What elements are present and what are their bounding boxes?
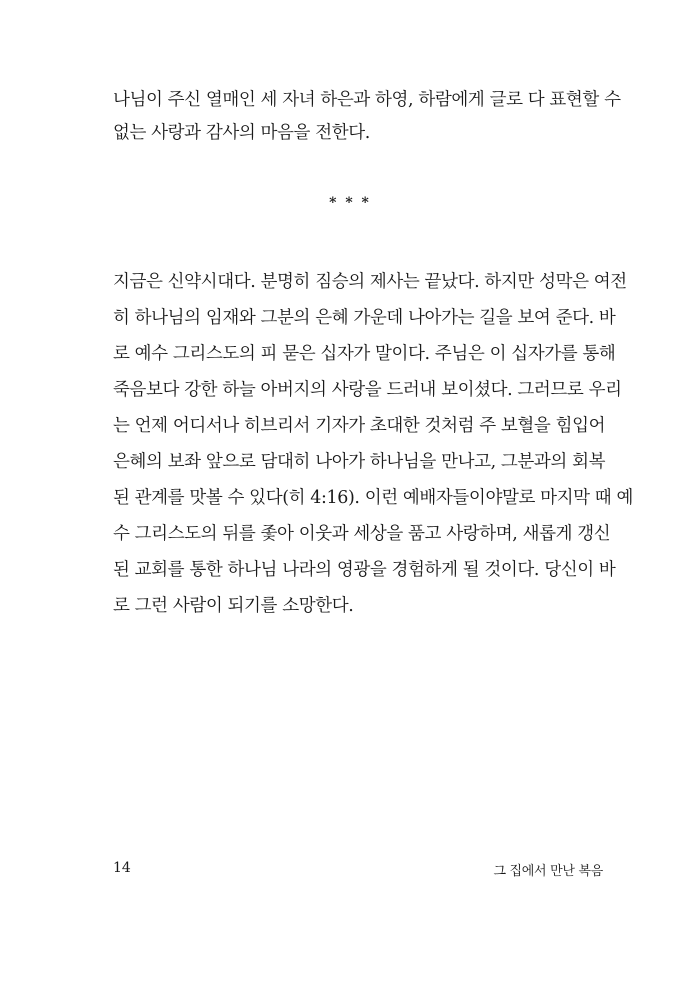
paragraph2-line-8: 수 그리스도의 뒤를 좇아 이웃과 세상을 품고 사랑하며, 새롭게 갱신 — [113, 524, 611, 544]
paragraph1-line-1: 나님이 주신 열매인 세 자녀 하은과 하영, 하람에게 글로 다 표현할 수 — [113, 90, 621, 110]
section-separator: * * * — [329, 195, 371, 211]
paragraph2-line-5: 는 언제 어디서나 히브리서 기자가 초대한 것처럼 주 보혈을 힘입어 — [113, 416, 606, 436]
paragraph2-line-7: 된 관계를 맛볼 수 있다(히 4:16). 이런 예배자들이야말로 마지막 때 예 — [113, 488, 633, 508]
paragraph2-line-9: 된 교회를 통한 하나님 나라의 영광을 경험하게 될 것이다. 당신이 바 — [113, 560, 616, 580]
paragraph1-line-2: 없는 사랑과 감사의 마음을 전한다. — [113, 123, 370, 143]
page-number: 14 — [113, 860, 131, 876]
running-title: 그 집에서 만난 복음 — [493, 864, 603, 879]
paragraph2-line-3: 로 예수 그리스도의 피 묻은 십자가 말이다. 주님은 이 십자가를 통해 — [113, 344, 616, 364]
paragraph2-line-2: 히 하나님의 임재와 그분의 은혜 가운데 나아가는 길을 보여 준다. 바 — [113, 308, 616, 328]
paragraph2-line-6: 은혜의 보좌 앞으로 담대히 나아가 하나님을 만나고, 그분과의 회복 — [113, 452, 606, 472]
paragraph2-line-10: 로 그런 사람이 되기를 소망한다. — [113, 596, 354, 616]
paragraph2-line-4: 죽음보다 강한 하늘 아버지의 사랑을 드러내 보이셨다. 그러므로 우리 — [113, 380, 622, 400]
paragraph2-line-1: 지금은 신약시대다. 분명히 짐승의 제사는 끝났다. 하지만 성막은 여전 — [113, 272, 627, 292]
